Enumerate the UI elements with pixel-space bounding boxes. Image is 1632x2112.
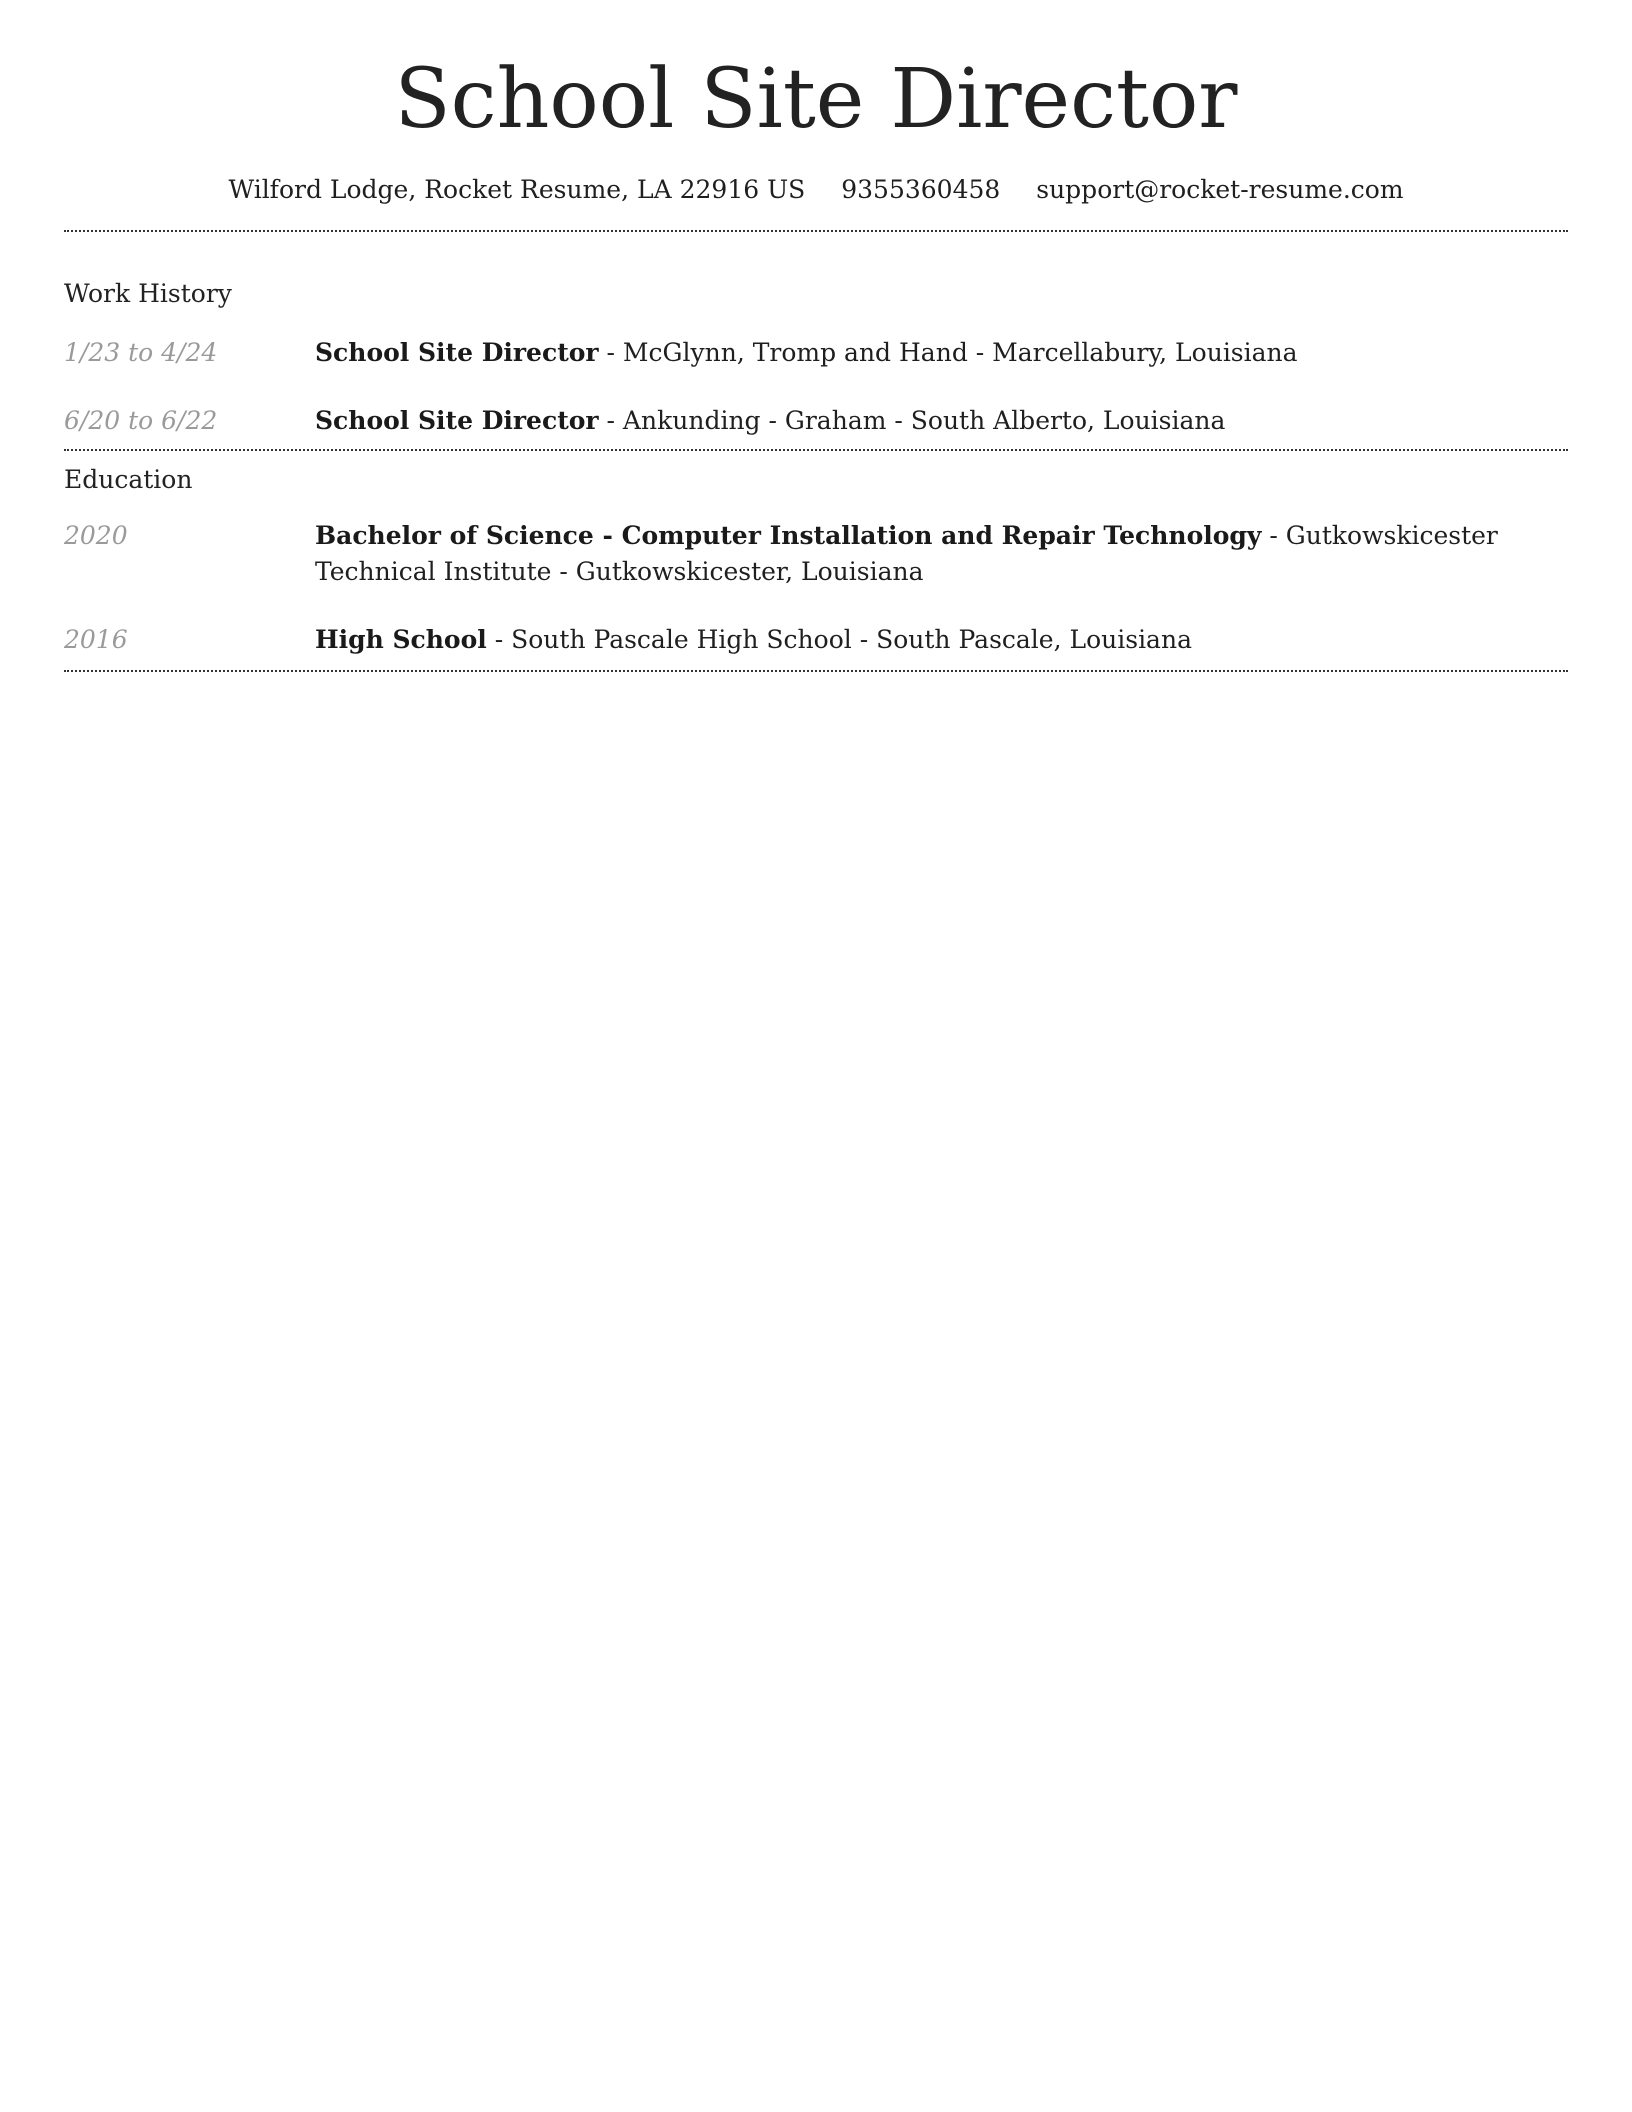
contact-phone: 9355360458 bbox=[841, 175, 1001, 204]
work-history-section bbox=[64, 276, 1568, 451]
work-entry-title: School Site Director bbox=[315, 406, 599, 435]
contact-email: support@rocket-resume.com bbox=[1036, 175, 1404, 204]
work-entry-description bbox=[315, 335, 1568, 371]
education-entry bbox=[64, 518, 1568, 590]
education-section bbox=[64, 462, 1568, 672]
education-entry-description bbox=[315, 518, 1568, 590]
contact-info bbox=[64, 172, 1568, 208]
education-entry-details: - Gutkowskicester Technical Institute - Gutkowskicester, Louisiana bbox=[315, 521, 1498, 586]
education-entry-details: - South Pascale High School - South Pascale, Louisiana bbox=[486, 625, 1192, 654]
work-entry-description bbox=[315, 403, 1568, 439]
work-entry bbox=[64, 335, 1568, 371]
education-entry bbox=[64, 622, 1568, 658]
page-title: School Site Director bbox=[394, 52, 1238, 147]
work-history-heading: Work History bbox=[64, 279, 232, 308]
education-entry-description bbox=[315, 622, 1568, 658]
work-entry-title: School Site Director bbox=[315, 338, 599, 367]
work-history-divider bbox=[64, 449, 1568, 451]
resume-page bbox=[64, 0, 1568, 672]
education-entry-title: High School bbox=[315, 625, 487, 654]
header-divider bbox=[64, 230, 1568, 232]
education-entry-title: Bachelor of Science - Computer Installation and Repair Technology bbox=[315, 521, 1262, 550]
work-entry-details: - Ankunding - Graham - South Alberto, Louisiana bbox=[598, 406, 1226, 435]
work-entry bbox=[64, 403, 1568, 439]
work-entry-date: 1/23 to 4/24 bbox=[64, 338, 218, 367]
education-entry-date: 2020 bbox=[64, 521, 128, 550]
education-heading: Education bbox=[64, 465, 193, 494]
education-divider bbox=[64, 670, 1568, 672]
education-entry-date: 2016 bbox=[64, 625, 128, 654]
work-entry-details: - McGlynn, Tromp and Hand - Marcellabury, Louisiana bbox=[598, 338, 1298, 367]
contact-address: Wilford Lodge, Rocket Resume, LA 22916 US bbox=[228, 175, 806, 204]
work-entry-date: 6/20 to 6/22 bbox=[64, 406, 218, 435]
